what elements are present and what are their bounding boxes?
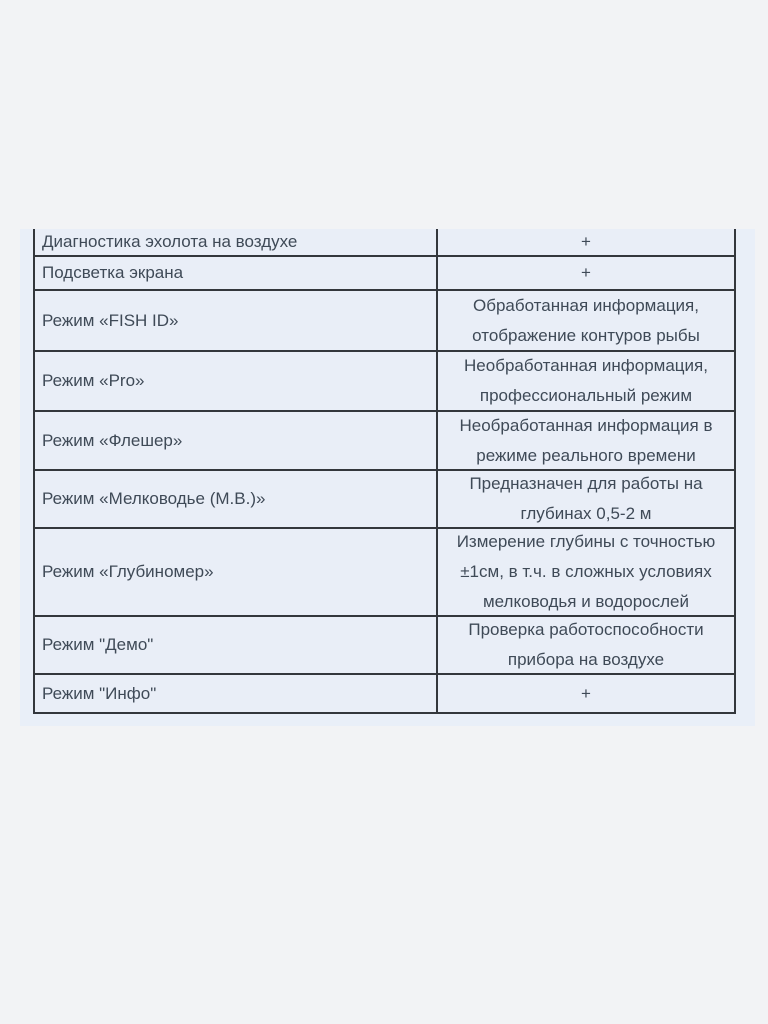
table-row <box>35 675 734 712</box>
feature-value-cell: Необработанная информация, профессиональный режим <box>464 356 708 405</box>
feature-name-cell: Режим "Инфо" <box>35 675 438 712</box>
feature-name-cell: Режим "Демо" <box>35 617 438 673</box>
feature-value-cell: + <box>581 683 591 703</box>
feature-value-cell: Предназначен для работы на глубинах 0,5-2 м <box>469 474 703 523</box>
table-row <box>35 257 734 291</box>
feature-name-cell: Режим «Pro» <box>35 352 438 410</box>
table-row <box>35 617 734 675</box>
table-row <box>35 529 734 617</box>
feature-name-cell: Режим «Глубиномер» <box>35 529 438 615</box>
feature-value-cell: Проверка работоспособности прибора на воздухе <box>468 620 704 669</box>
feature-name-cell: Режим «Мелководье (М.В.)» <box>35 471 438 527</box>
feature-name-cell: Подсветка экрана <box>35 257 438 289</box>
table-row <box>35 229 734 257</box>
feature-value-cell: Измерение глубины с точностью ±1см, в т.ч. в сложных условиях мелководья и водорослей <box>456 532 716 611</box>
feature-name-cell: Режим «FISH ID» <box>35 291 438 350</box>
feature-name-cell: Диагностика эхолота на воздухе <box>35 229 438 255</box>
feature-value-cell: Обработанная информация, отображение контуров рыбы <box>472 295 700 345</box>
spec-table <box>33 229 736 714</box>
table-row <box>35 471 734 529</box>
table-row <box>35 291 734 352</box>
feature-value-cell: + <box>581 232 591 251</box>
feature-value-cell: + <box>581 263 591 282</box>
feature-value-cell: Необработанная информация в режиме реального времени <box>459 415 713 465</box>
table-row <box>35 412 734 471</box>
feature-name-cell: Режим «Флешер» <box>35 412 438 469</box>
table-row <box>35 352 734 412</box>
